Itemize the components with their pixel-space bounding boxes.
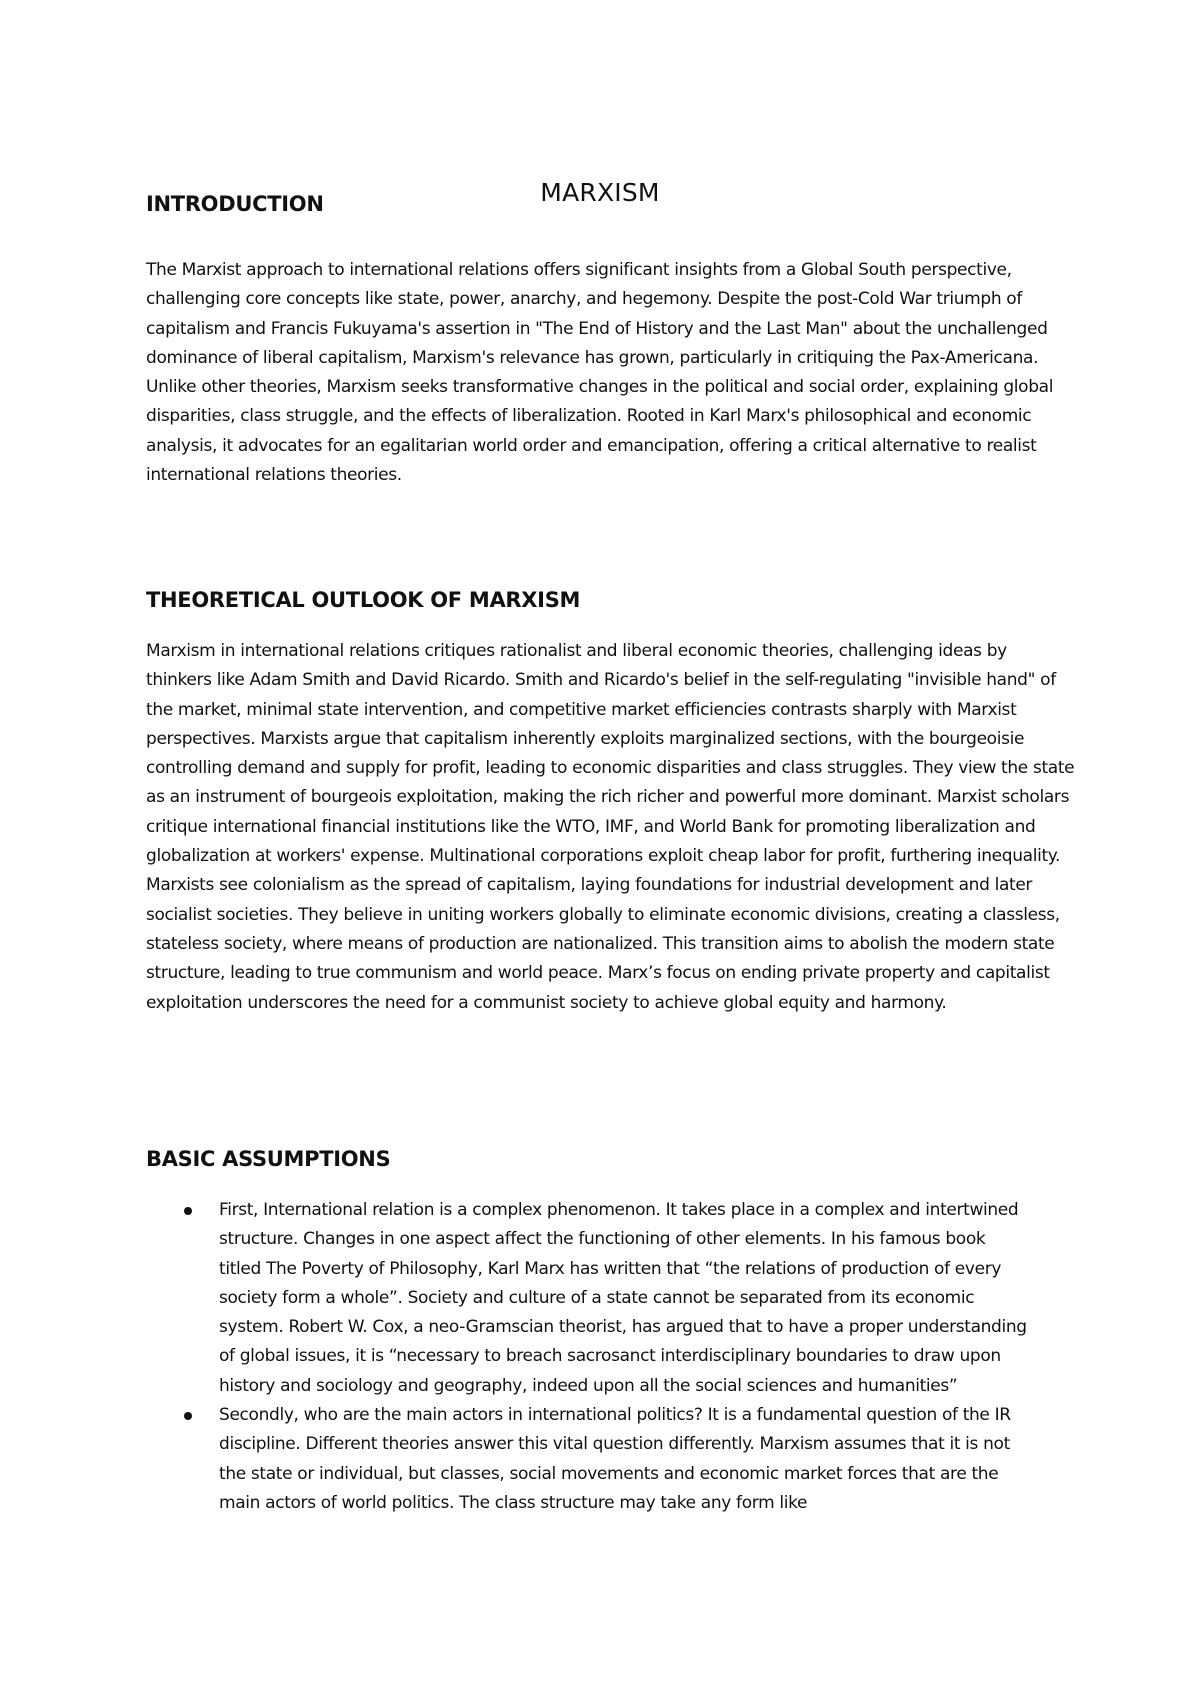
document-title: MARXISM [540,178,660,207]
list-item-text: Secondly, who are the main actors in international politics? It is a fundamental question of the IR discipline. Different theories answer this vital question differently. Marxism assumes that it is not the state or individual, but classes, social movements and economic market forces that are the main actors of world politics. The class structure may take any form like [219,1405,1011,1513]
theoretical-outlook-heading: THEORETICAL OUTLOOK OF MARXISM [146,588,581,612]
theoretical-outlook-paragraph: Marxism in international relations critiques rationalist and liberal economic theories, challenging ideas by thinkers like Adam Smith and David Ricardo. Smith and Ricardo's belief in the self-regulating "invisible hand" of the market, minimal state intervention, and competitive market efficiencies contrasts sharply with Marxist perspectives. Marxists argue that capitalism inherently exploits marginalized sections, with the bourgeoisie controlling demand and supply for profit, leading to economic disparities and class struggles. They view the state as an instrument of bourgeois exploitation, making the rich richer and powerful more dominant. Marxist scholars critique international financial institutions like the WTO, IMF, and World Bank for promoting liberalization and globalization at workers' expense. Multinational corporations exploit cheap labor for profit, furthering inequality. Marxists see colonialism as the spread of capitalism, laying foundations for industrial development and later socialist societies. They believe in uniting workers globally to eliminate economic divisions, creating a classless, stateless society, where means of production are nationalized. This transition aims to abolish the modern state structure, leading to true communism and world peace. Marx’s focus on ending private property and capitalist exploitation underscores the need for a communist society to achieve global equity and harmony. [146,641,1075,1013]
basic-assumptions-heading: BASIC ASSUMPTIONS [146,1147,391,1171]
list-item-text: First, International relation is a complex phenomenon. It takes place in a complex and intertwined structure. Changes in one aspect affect the functioning of other elements. In his famous book titled The Poverty of Philosophy, Karl Marx has written that “the relations of production of every society form a whole”. Society and culture of a state cannot be separated from its economic system. Robert W. Cox, a neo-Gramscian theorist, has argued that to have a proper understanding of global issues, it is “necessary to breach sacrosanct interdisciplinary boundaries to draw upon history and sociology and geography, indeed upon all the social sciences and humanities” [219,1200,1027,1396]
bullet-icon [184,1207,192,1215]
bullet-icon [184,1412,192,1420]
basic-assumptions-list [146,1196,1086,1518]
introduction-heading: INTRODUCTION [146,192,324,216]
list-item [146,1196,1029,1401]
introduction-paragraph: The Marxist approach to international relations offers significant insights from a Global South perspective, challenging core concepts like state, power, anarchy, and hegemony. Despite the post-Cold War triumph of capitalism and Francis Fukuyama's assertion in "The End of History and the Last Man" about the unchallenged dominance of liberal capitalism, Marxism's relevance has grown, particularly in critiquing the Pax-Americana. Unlike other theories, Marxism seeks transformative changes in the political and social order, explaining global disparities, class struggle, and the effects of liberalization. Rooted in Karl Marx's philosophical and economic analysis, it advocates for an egalitarian world order and emancipation, offering a critical alternative to realist international relations theories. [146,260,1054,486]
list-item [146,1401,1029,1518]
